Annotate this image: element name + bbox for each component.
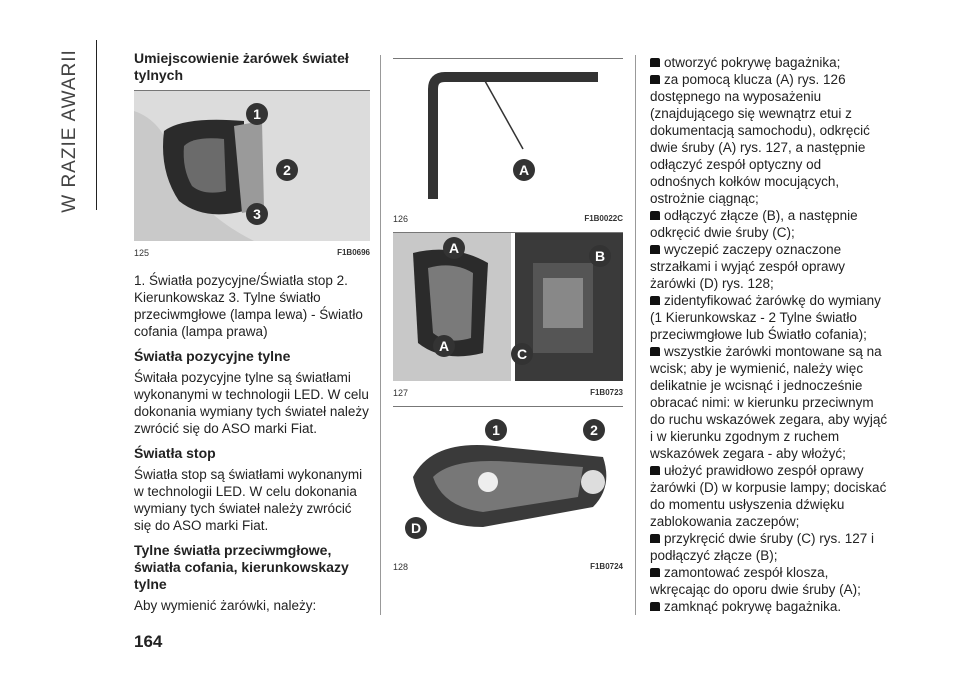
figure-125: [134, 90, 370, 258]
column-right: [650, 54, 890, 615]
figure-caption: [134, 248, 370, 258]
step-text: zamontować zespół klosza, wkręcając do oporu dwie śruby (A);: [650, 565, 861, 597]
step-item: [650, 71, 890, 207]
callout-2: 2: [583, 419, 605, 441]
callout-A-top: A: [443, 237, 465, 259]
figure-126: [393, 58, 623, 224]
figure-128: [393, 406, 623, 572]
callout-1: 1: [246, 103, 268, 125]
figure-code: F1B0696: [337, 248, 370, 257]
callout-D: D: [405, 517, 427, 539]
step-text: ułożyć prawidłowo zespół oprawy żarówki (D) w korpusie lampy; dociskać do momentu usłyszenia dźwięku zablokowania zaczepów;: [650, 463, 887, 529]
bullet-icon: [650, 245, 660, 254]
column-middle: [393, 58, 623, 572]
figure-number: 128: [393, 562, 409, 572]
step-text: zamknąć pokrywę bagażnika.: [664, 599, 842, 614]
page-number: 164: [134, 632, 163, 651]
step-item: [650, 462, 890, 530]
heading-stop-lights: Światła stop: [134, 445, 216, 461]
callout-C: C: [511, 343, 533, 365]
bullet-icon: [650, 296, 660, 305]
heading-position-lights: Światła pozycyjne tylne: [134, 348, 291, 364]
steps-list: [650, 54, 890, 615]
section-title-text: W RAZIE AWARII: [58, 49, 80, 213]
column-divider: [380, 55, 381, 615]
step-text: przykręcić dwie śruby (C) rys. 127 i podłączyć złącze (B);: [650, 531, 875, 563]
figure-127: [393, 232, 623, 398]
text-stop-lights: Światła stop są światłami wykonanymi w technologii LED. W celu dokonania wymiany tych świateł należy zwrócić się do ASO marki Fiat.: [134, 467, 363, 533]
bullet-icon: [650, 347, 660, 356]
figure-caption: [393, 388, 623, 398]
callout-3: 3: [246, 203, 268, 225]
callout-B: B: [589, 245, 611, 267]
step-item: [650, 54, 890, 71]
step-item: [650, 343, 890, 462]
bullet-icon: [650, 211, 660, 220]
figure-caption: [393, 214, 623, 224]
step-text: wszystkie żarówki montowane są na wcisk; aby je wymienić, należy więc delikatnie je wcisnąć i jednocześnie obracać nimi: w kierunku przeciwnym do ruchu wskazówek zegara, aby wyjąć i w kierunku zgodnym z ruchem wskazówek zegara - aby włożyć;: [650, 344, 888, 461]
bullet-icon: [650, 534, 660, 543]
bullet-icon: [650, 75, 660, 84]
bullet-icon: [650, 466, 660, 475]
section-divider: [96, 40, 97, 210]
callout-A-bottom: A: [433, 335, 455, 357]
figure-code: F1B0724: [590, 562, 623, 571]
step-text: za pomocą klucza (A) rys. 126 dostępnego na wyposażeniu (znajdującego się wewnątrz etui z dokumentacją samochodu), odkręcić dwie śruby (A) rys. 127, a następnie odłączyć zespół optyczny od odnośnych kołków mocujących, ostrożnie ciągnąc;: [650, 72, 870, 206]
step-item: [650, 598, 890, 615]
step-text: wyczepić zaczepy oznaczone strzałkami i wyjąć zespół oprawy żarówki (D) rys. 128;: [650, 242, 846, 291]
step-item: [650, 207, 890, 241]
step-item: [650, 241, 890, 292]
legend-text: 1. Światła pozycyjne/Światła stop 2. Kierunkowskaz 3. Tylne światło przeciwmgłowe (lampa lewa) - Światło cofania (lampa prawa): [134, 273, 363, 339]
step-text: zidentyfikować żarówkę do wymiany (1 Kierunkowskaz - 2 Tylne światło przeciwmgłowe lub Światło cofania);: [650, 293, 881, 342]
wrench-image: [393, 59, 623, 207]
figure-number: 126: [393, 214, 409, 224]
step-text: otworzyć pokrywę bagażnika;: [664, 55, 841, 70]
callout-2: 2: [276, 159, 298, 181]
step-item: [650, 530, 890, 564]
step-item: [650, 564, 890, 598]
column-divider: [635, 55, 636, 615]
figure-code: F1B0723: [590, 388, 623, 397]
step-item: [650, 292, 890, 343]
callout-A: A: [513, 159, 535, 181]
bullet-icon: [650, 58, 660, 67]
step-text: odłączyć złącze (B), a następnie odkręcić dwie śruby (C);: [650, 208, 858, 240]
figure-number: 127: [393, 388, 409, 398]
figure-code: F1B0022C: [584, 214, 623, 223]
text-fog-lights: Aby wymienić żarówki, należy:: [134, 598, 317, 613]
bullet-icon: [650, 568, 660, 577]
callout-1: 1: [485, 419, 507, 441]
text-position-lights: Świtała pozycyjne tylne są światłami wykonanymi w technologii LED. W celu dokonania wymiany tych świateł należy zwrócić się do ASO marki Fiat.: [134, 370, 369, 436]
column-left: [134, 50, 370, 614]
heading-location: Umiejscowienie żarówek świateł tylnych: [134, 50, 349, 83]
heading-fog-lights: Tylne światła przeciwmgłowe, światła cofania, kierunkowskazy tylne: [134, 542, 349, 592]
figure-number: 125: [134, 248, 150, 258]
section-title: [58, 40, 118, 220]
figure-caption: [393, 562, 623, 572]
bullet-icon: [650, 602, 660, 611]
